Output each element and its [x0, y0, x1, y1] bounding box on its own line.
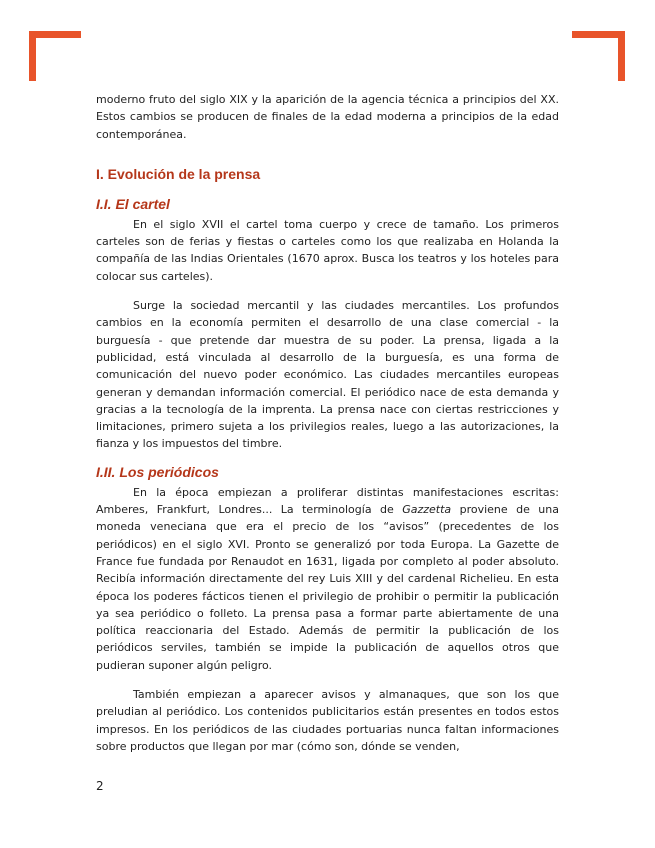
paragraph-periodicos-1-text-a: En la época empiezan a proliferar distintas manifestaciones escritas: Amberes, Frankfurt, Londres... La terminología de: [96, 485, 559, 517]
paragraph-periodicos-2: También empiezan a aparecer avisos y almanaques, que son los que preludian al periódico. Los contenidos publicitarios están presentes en todos estos impresos. En los periódicos de las ciudades portuarias nunca faltan informaciones sobre productos que llegan por mar (cómo son, dónde se venden,: [96, 688, 559, 753]
paragraph-cartel-2: Surge la sociedad mercantil y las ciudades mercantiles. Los profundos cambios en la economía permiten el desarrollo de una clase comercial - la burguesía - que pretende dar muestra de su poder. La prensa, ligada a la publicidad, está vinculada al desarrollo de la burguesía, es una forma de comunicación del nuevo poder económico. Las ciudades mercantiles europeas generan y demandan información comercial. El periódico nace de esta demanda y gracias a la tecnología de la imprenta. La prensa nace con ciertas restricciones y limitaciones, primero sujeta a los privilegios reales, luego a las autorizaciones, la fianza y los impuestos del timbre.: [96, 299, 559, 451]
corner-mark-left: [29, 31, 81, 38]
page-number: 2: [96, 779, 104, 793]
gazzetta-term: Gazzetta: [402, 503, 452, 517]
subsection-heading-cartel: I.I. El cartel: [96, 195, 170, 212]
paragraph-cartel-1: En el siglo XVII el cartel toma cuerpo y crece de tamaño. Los primeros carteles son de ferias y fiestas o carteles como los que realizaba en Holanda la compañía de las Indias Orientales (1670 aprox. Busca los teatros y los hoteles para colocar sus carteles).: [96, 217, 559, 283]
intro-paragraph: moderno fruto del siglo XIX y la aparición de la agencia técnica a principios del XX. Estos cambios se producen de finales de la edad moderna a principios de la edad contemporánea.: [96, 93, 559, 141]
paragraph-periodicos-1: [96, 484, 559, 674]
corner-mark-left-vertical: [29, 31, 36, 81]
subsection-heading-periodicos: I.II. Los periódicos: [96, 463, 219, 480]
page-content: [96, 91, 559, 755]
corner-mark-right-vertical: [618, 31, 625, 81]
paragraph-periodicos-1-text-b: proviene de una moneda veneciana que era el precio de los “avisos” (precedentes de los periódicos) en el siglo XVI. Pronto se generalizó por toda Europa. La Gazette de France fue fundada por Renaudot en 1631, ligada por completo al poder absoluto. Recibía información directamente del rey Luis XIII y del cardenal Richelieu. En esta época los poderes fácticos tienen el privilegio de prohibir o permitir la publicación ya sea periódico o folleto. La prensa pasa a formar parte abiertamente de una política reaccionaria del Estado. Además de permitir la publicación de los periódicos serviles, también se impide la publicación de aquellos otros que pudieran suponer algún peligro.: [96, 503, 559, 672]
section-heading: I. Evolución de la prensa: [96, 165, 261, 182]
